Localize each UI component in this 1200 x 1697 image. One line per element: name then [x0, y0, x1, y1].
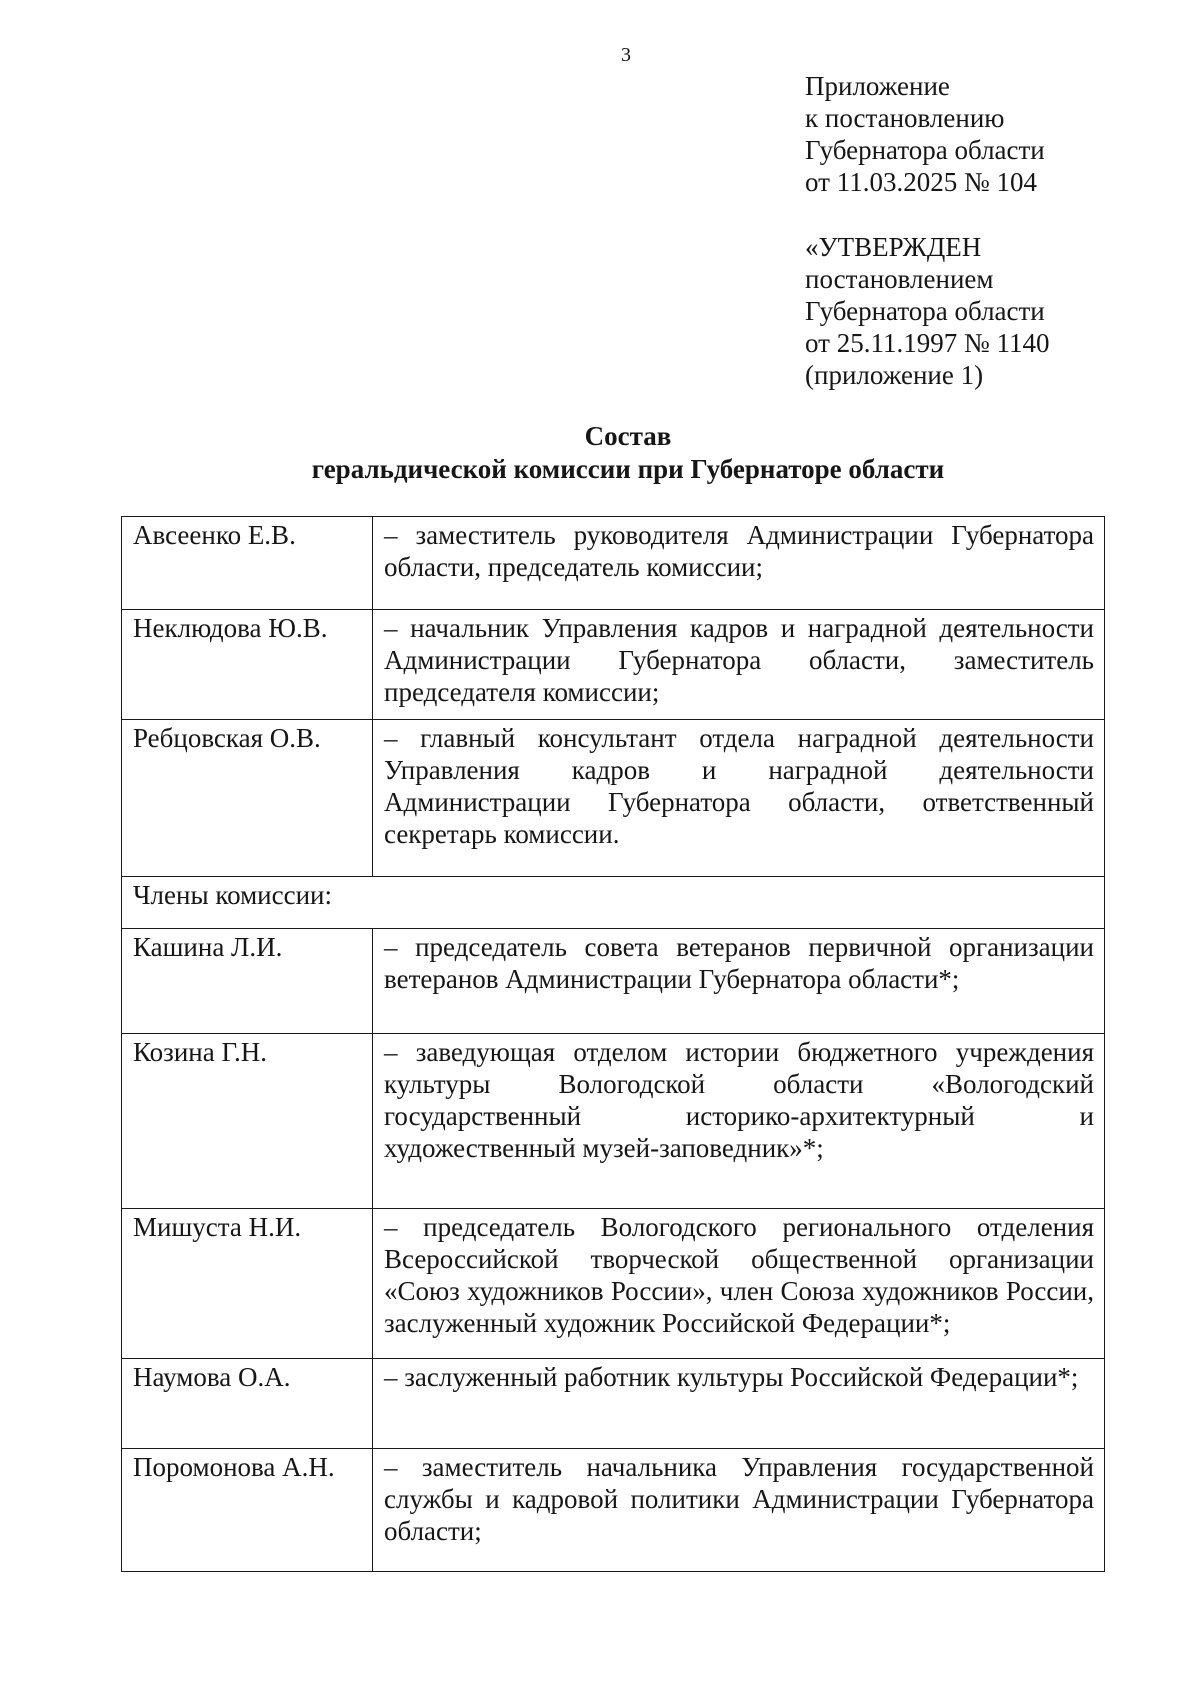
appendix-line: Приложение: [805, 71, 950, 101]
table-row: [122, 610, 1105, 720]
member-name: Авсеенко Е.В.: [122, 517, 373, 610]
commission-table: [121, 516, 1105, 1572]
member-role: – председатель совета ветеранов первичной организации ветеранов Администрации Губернатора области*;: [373, 929, 1105, 1034]
table-row: [122, 929, 1105, 1034]
appendix-line: от 11.03.2025 № 104: [805, 167, 1037, 197]
table-row: [122, 1449, 1105, 1572]
member-name: Неклюдова Ю.В.: [122, 610, 373, 720]
member-role: – заслуженный работник культуры Российской Федерации*;: [373, 1359, 1105, 1449]
member-role: – заведующая отделом истории бюджетного учреждения культуры Вологодской области «Вологодский государственный историко-архитектурный и художественный музей-заповедник»*;: [373, 1034, 1105, 1209]
appendix-line: Губернатора области: [805, 135, 1045, 165]
member-name: Кашина Л.И.: [122, 929, 373, 1034]
member-name: Козина Г.Н.: [122, 1034, 373, 1209]
members-heading: Члены комиссии:: [122, 877, 1105, 929]
title-line-1: Состав: [584, 421, 672, 451]
member-name: Поромонова А.Н.: [122, 1449, 373, 1572]
approval-block: [805, 231, 1049, 391]
approval-line: Губернатора области: [805, 296, 1045, 326]
approval-line: «УТВЕРЖДЕН: [805, 232, 982, 262]
member-role: – заместитель руководителя Администрации Губернатора области, председатель комиссии;: [373, 517, 1105, 610]
member-role: – заместитель начальника Управления государственной службы и кадровой политики Администрации Губернатора области;: [373, 1449, 1105, 1572]
table-row: [122, 1359, 1105, 1449]
appendix-line: к постановлению: [805, 103, 1005, 133]
member-role: – главный консультант отдела наградной деятельности Управления кадров и наградной деятельности Администрации Губернатора области, ответственный секретарь комиссии.: [373, 720, 1105, 877]
member-name: Мишуста Н.И.: [122, 1209, 373, 1359]
member-role: – председатель Вологодского регионального отделения Всероссийской творческой общественной организации «Союз художников России», член Союза художников России, заслуженный художник Российской Федерации*;: [373, 1209, 1105, 1359]
page-number: 3: [621, 44, 631, 66]
member-name: Наумова О.А.: [122, 1359, 373, 1449]
member-role: – начальник Управления кадров и наградной деятельности Администрации Губернатора области, заместитель председателя комиссии;: [373, 610, 1105, 720]
table-row: [122, 1034, 1105, 1209]
approval-line: постановлением: [805, 264, 994, 294]
member-name: Ребцовская О.В.: [122, 720, 373, 877]
appendix-block: [805, 70, 1045, 198]
section-row: [122, 877, 1105, 929]
approval-line: от 25.11.1997 № 1140: [805, 328, 1050, 358]
approval-line: (приложение 1): [805, 360, 984, 390]
table-row: [122, 517, 1105, 610]
table-row: [122, 1209, 1105, 1359]
table-row: [122, 720, 1105, 877]
title-line-2: геральдической комиссии при Губернаторе области: [311, 454, 945, 484]
document-title: [0, 420, 1200, 486]
